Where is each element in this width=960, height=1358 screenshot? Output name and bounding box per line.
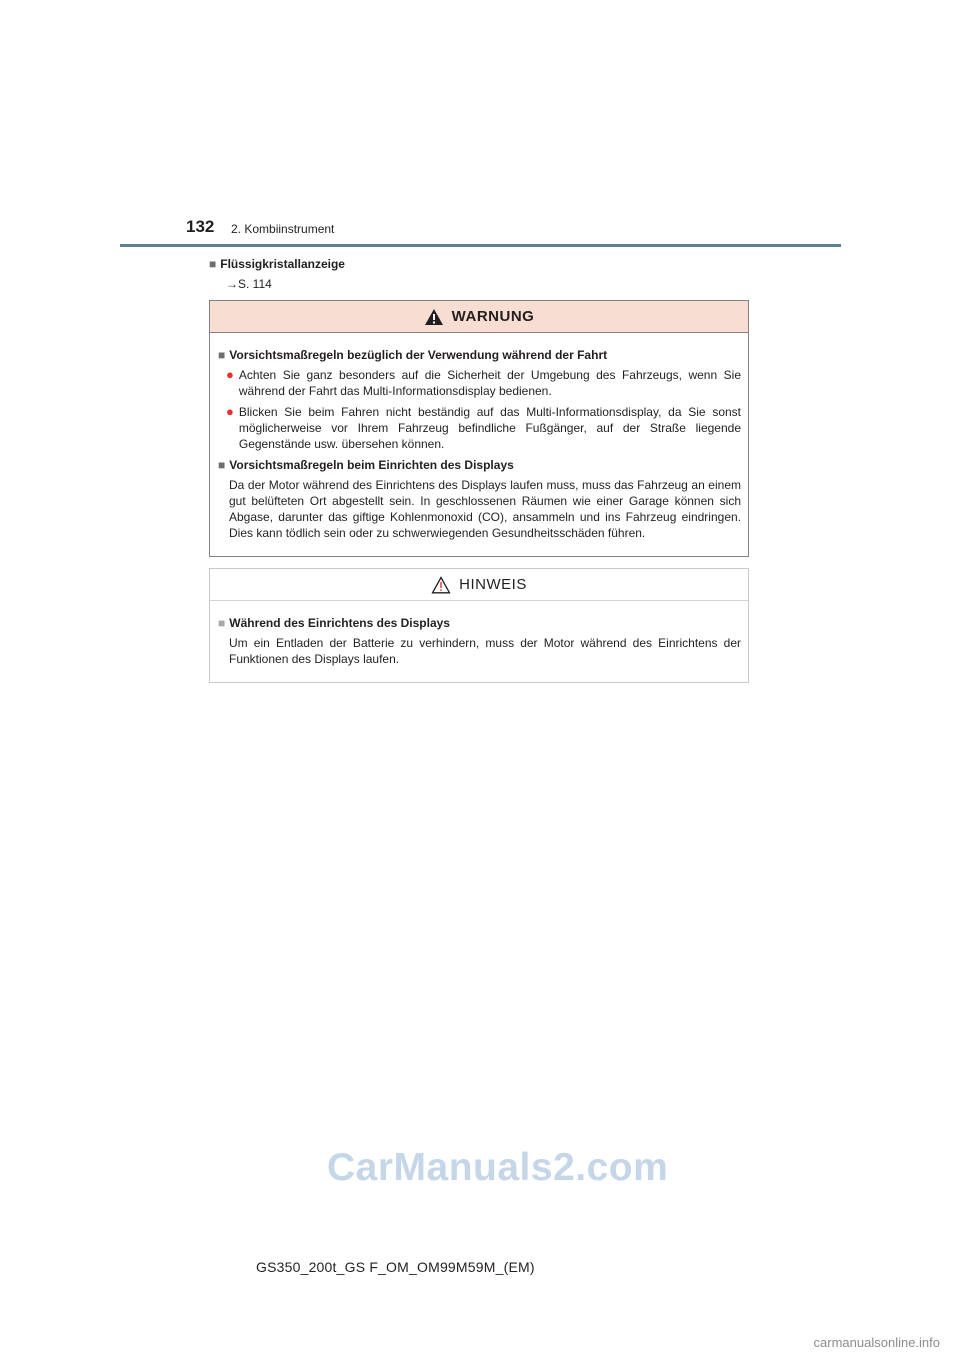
- section-heading: [209, 257, 345, 271]
- square-bullet-icon: ■: [218, 616, 226, 630]
- warning-body: [210, 333, 748, 541]
- notice-item-heading-text: Während des Einrichtens des Displays: [229, 616, 450, 630]
- warning-box: [209, 300, 749, 557]
- page-number: 132: [186, 217, 215, 236]
- warning-triangle-icon: [424, 308, 444, 326]
- square-bullet-icon: ■: [218, 348, 226, 362]
- list-item: [226, 404, 741, 452]
- notice-title: HINWEIS: [459, 576, 527, 593]
- chapter-title: 2. Kombiinstrument: [231, 222, 335, 236]
- warning-box-header: [210, 301, 748, 333]
- square-bullet-icon: ■: [218, 458, 226, 472]
- footer-document-code: GS350_200t_GS F_OM_OM99M59M_(EM): [256, 1259, 535, 1275]
- header-divider: [120, 244, 841, 247]
- notice-box: [209, 568, 749, 683]
- section-heading-text: Flüssigkristallanzeige: [220, 257, 345, 271]
- list-item: [226, 367, 741, 399]
- notice-item-heading: [218, 615, 741, 631]
- bullet-dot-icon: ●: [226, 404, 234, 419]
- notice-paragraph: Um ein Entladen der Batterie zu verhindern, muss der Motor während des Einrichtens der Funktionen des Displays laufen.: [229, 636, 741, 666]
- list-item-text: Achten Sie ganz besonders auf die Sicherheit der Umgebung des Fahrzeugs, wenn Sie während der Fahrt das Multi-Informationsdisplay bedienen.: [238, 368, 741, 398]
- warning-title: WARNUNG: [451, 308, 535, 325]
- warning-item-heading: [218, 457, 741, 473]
- bullet-dot-icon: ●: [226, 367, 234, 382]
- list-item-text: Blicken Sie beim Fahren nicht beständig auf das Multi-Informationsdisplay, da Sie sonst möglicherweise vor Ihrem Fahrzeug befindliche Fußgänger, auf der Straße liegende Gegenstände usw. übersehen können.: [238, 405, 741, 451]
- warning-paragraph: Da der Motor während des Einrichtens des Displays laufen muss, muss das Fahrzeug an einem gut belüfteten Ort abgestellt sein. In geschlossenen Räumen wie einer Garage können sich Abgase, darunter das giftige Kohlenmonoxid (CO), ansammeln und ins Fahrzeug eindringen. Dies kann tödlich sein oder zu schwerwiegenden Gesundheitsschäden führen.: [229, 478, 741, 540]
- warning-item-heading-text: Vorsichtsmaßregeln bezüglich der Verwendung während der Fahrt: [229, 348, 608, 362]
- watermark-footer: carmanualsonline.info: [813, 1335, 940, 1350]
- caution-triangle-icon: [431, 576, 451, 594]
- warning-item-heading-text: Vorsichtsmaßregeln beim Einrichten des Displays: [229, 458, 514, 472]
- notice-body: [210, 601, 748, 667]
- square-bullet-icon: ■: [209, 257, 217, 271]
- watermark-logo: CarManuals2.com: [327, 1146, 669, 1189]
- page-reference: →S. 114: [226, 277, 272, 291]
- notice-box-header: [210, 569, 748, 601]
- warning-item-heading: [218, 347, 741, 363]
